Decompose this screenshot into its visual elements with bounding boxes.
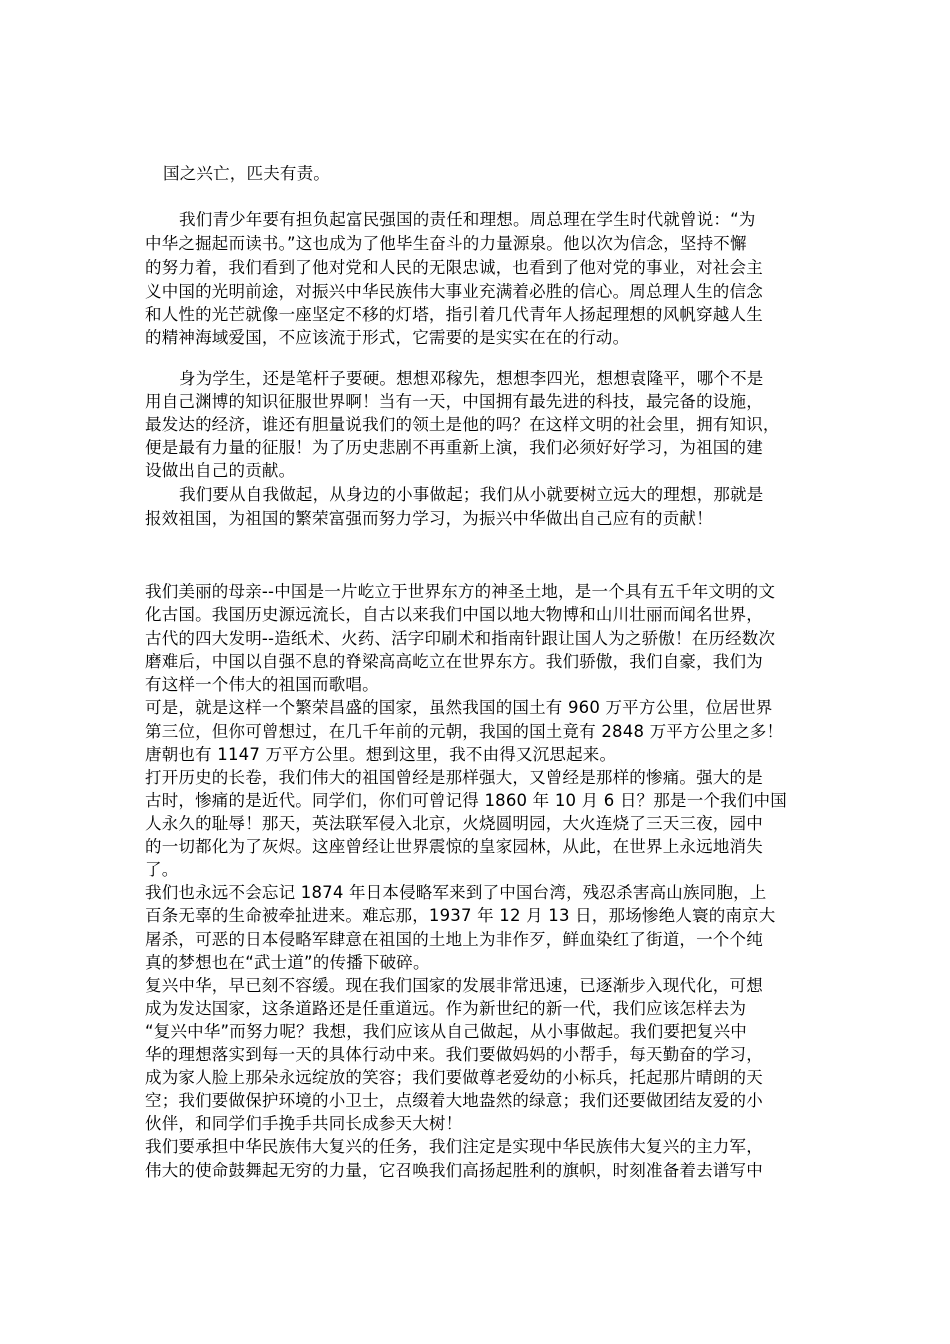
text-line: 第三位，但你可曾想过，在几千年前的元朝，我国的国土竟有 2848 万平方公里之多！ (145, 722, 784, 741)
text-line: 复兴中华，早已刻不容缓。现在我们国家的发展非常迅速，已逐渐步入现代化，可想 (145, 976, 763, 995)
text-line: 义中国的光明前途，对振兴中华民族伟大事业充满着必胜的信心。周总理人生的信念 (145, 282, 763, 301)
text-line: 国之兴亡，匹夫有责。 (163, 164, 330, 183)
text-line: 了。 (145, 860, 179, 879)
text-line: 成为家人脸上那朵永远绽放的笑容；我们要做尊老爱幼的小标兵，托起那片晴朗的天 (145, 1068, 763, 1087)
text-line: 古代的四大发明--造纸术、火药、活字印刷术和指南针跟让国人为之骄傲！在历经数次 (145, 629, 776, 648)
text-line: 屠杀，可恶的日本侵略军肆意在祖国的土地上为非作歹，鲜血染红了街道，一个个纯 (145, 930, 763, 949)
text-line: 唐朝也有 1147 万平方公里。想到这里，我不由得又沉思起来。 (145, 745, 617, 764)
text-line: 便是最有力量的征服！为了历史悲剧不再重新上演，我们必须好好学习，为祖国的建 (145, 438, 763, 457)
text-line: 的精神海域爱国，不应该流于形式，它需要的是实实在在的行动。 (145, 328, 630, 347)
text-line: 我们要从自我做起，从身边的小事做起；我们从小就要树立远大的理想，那就是 (179, 485, 764, 504)
text-line: 人永久的耻辱！那天，英法联军侵入北京，火烧圆明园，大火连烧了三天三夜，园中 (145, 814, 763, 833)
text-line: 中华之掘起而读书。”这也成为了他毕生奋斗的力量源泉。他以次为信念，坚持不懈 (145, 234, 747, 253)
text-line: 我们也永远不会忘记 1874 年日本侵略军来到了中国台湾，残忍杀害高山族同胞，上 (145, 883, 767, 902)
text-line: 空；我们要做保护环境的小卫士，点缀着大地盎然的绿意；我们还要做团结友爱的小 (145, 1091, 763, 1110)
text-line: 成为发达国家，这条道路还是任重道远。作为新世纪的新一代，我们应该怎样去为 (145, 999, 747, 1018)
text-line: 报效祖国，为祖国的繁荣富强而努力学习，为振兴中华做出自己应有的贡献！ (145, 509, 713, 528)
text-line: 身为学生，还是笔杆子要硬。想想邓稼先，想想李四光，想想袁隆平，哪个不是 (179, 369, 764, 388)
text-line: 磨难后，中国以自强不息的脊梁高高屹立在世界东方。我们骄傲，我们自豪，我们为 (145, 652, 763, 671)
text-line: 用自己渊博的知识征服世界啊！当有一天，中国拥有最先进的科技，最完备的设施， (145, 392, 763, 411)
text-line: 可是，就是这样一个繁荣昌盛的国家，虽然我国的国土有 960 万平方公里，位居世界 (145, 698, 773, 717)
text-line: 的努力着，我们看到了他对党和人民的无限忠诚，也看到了他对党的事业，对社会主 (145, 258, 763, 277)
text-line: 百条无辜的生命被牵扯进来。难忘那，1937 年 12 月 13 日，那场惨绝人寰的南京大 (145, 906, 776, 925)
text-line: 伟大的使命鼓舞起无穷的力量，它召唤我们高扬起胜利的旗帜，时刻准备着去谱写中 (145, 1161, 763, 1180)
text-line: 和人性的光芒就像一座坚定不移的灯塔，指引着几代青年人扬起理想的风帆穿越人生 (145, 305, 763, 324)
text-line: 的一切都化为了灰烬。这座曾经让世界震惊的皇家园林，从此，在世界上永远地消失 (145, 837, 763, 856)
text-line: 有这样一个伟大的祖国而歌唱。 (145, 675, 379, 694)
text-line: 伙伴，和同学们手挽手共同长成参天大树！ (145, 1114, 463, 1133)
text-line: 华的理想落实到每一天的具体行动中来。我们要做妈妈的小帮手，每天勤奋的学习， (145, 1045, 763, 1064)
text-line: 最发达的经济，谁还有胆量说我们的领土是他的吗？在这样文明的社会里，拥有知识， (145, 415, 780, 434)
text-line: “复兴中华”而努力呢？我想，我们应该从自己做起，从小事做起。我们要把复兴中 (145, 1022, 747, 1041)
text-line: 设做出自己的贡献。 (145, 461, 296, 480)
text-line: 化古国。我国历史源远流长，自古以来我们中国以地大物博和山川壮丽而闻名世界， (145, 605, 763, 624)
text-line: 我们要承担中华民族伟大复兴的任务，我们注定是实现中华民族伟大复兴的主力军， (145, 1137, 763, 1156)
text-line: 古时，惨痛的是近代。同学们，你们可曾记得 1860 年 10 月 6 日？那是一个我们中国 (145, 791, 787, 810)
text-line: 我们青少年要有担负起富民强国的责任和理想。周总理在学生时代就曾说：“为 (179, 210, 756, 229)
text-line: 真的梦想也在“武士道”的传播下破碎。 (145, 953, 430, 972)
text-line: 打开历史的长卷，我们伟大的祖国曾经是那样强大，又曾经是那样的惨痛。强大的是 (145, 768, 763, 787)
text-line: 我们美丽的母亲--中国是一片屹立于世界东方的神圣土地，是一个具有五千年文明的文 (145, 582, 776, 601)
